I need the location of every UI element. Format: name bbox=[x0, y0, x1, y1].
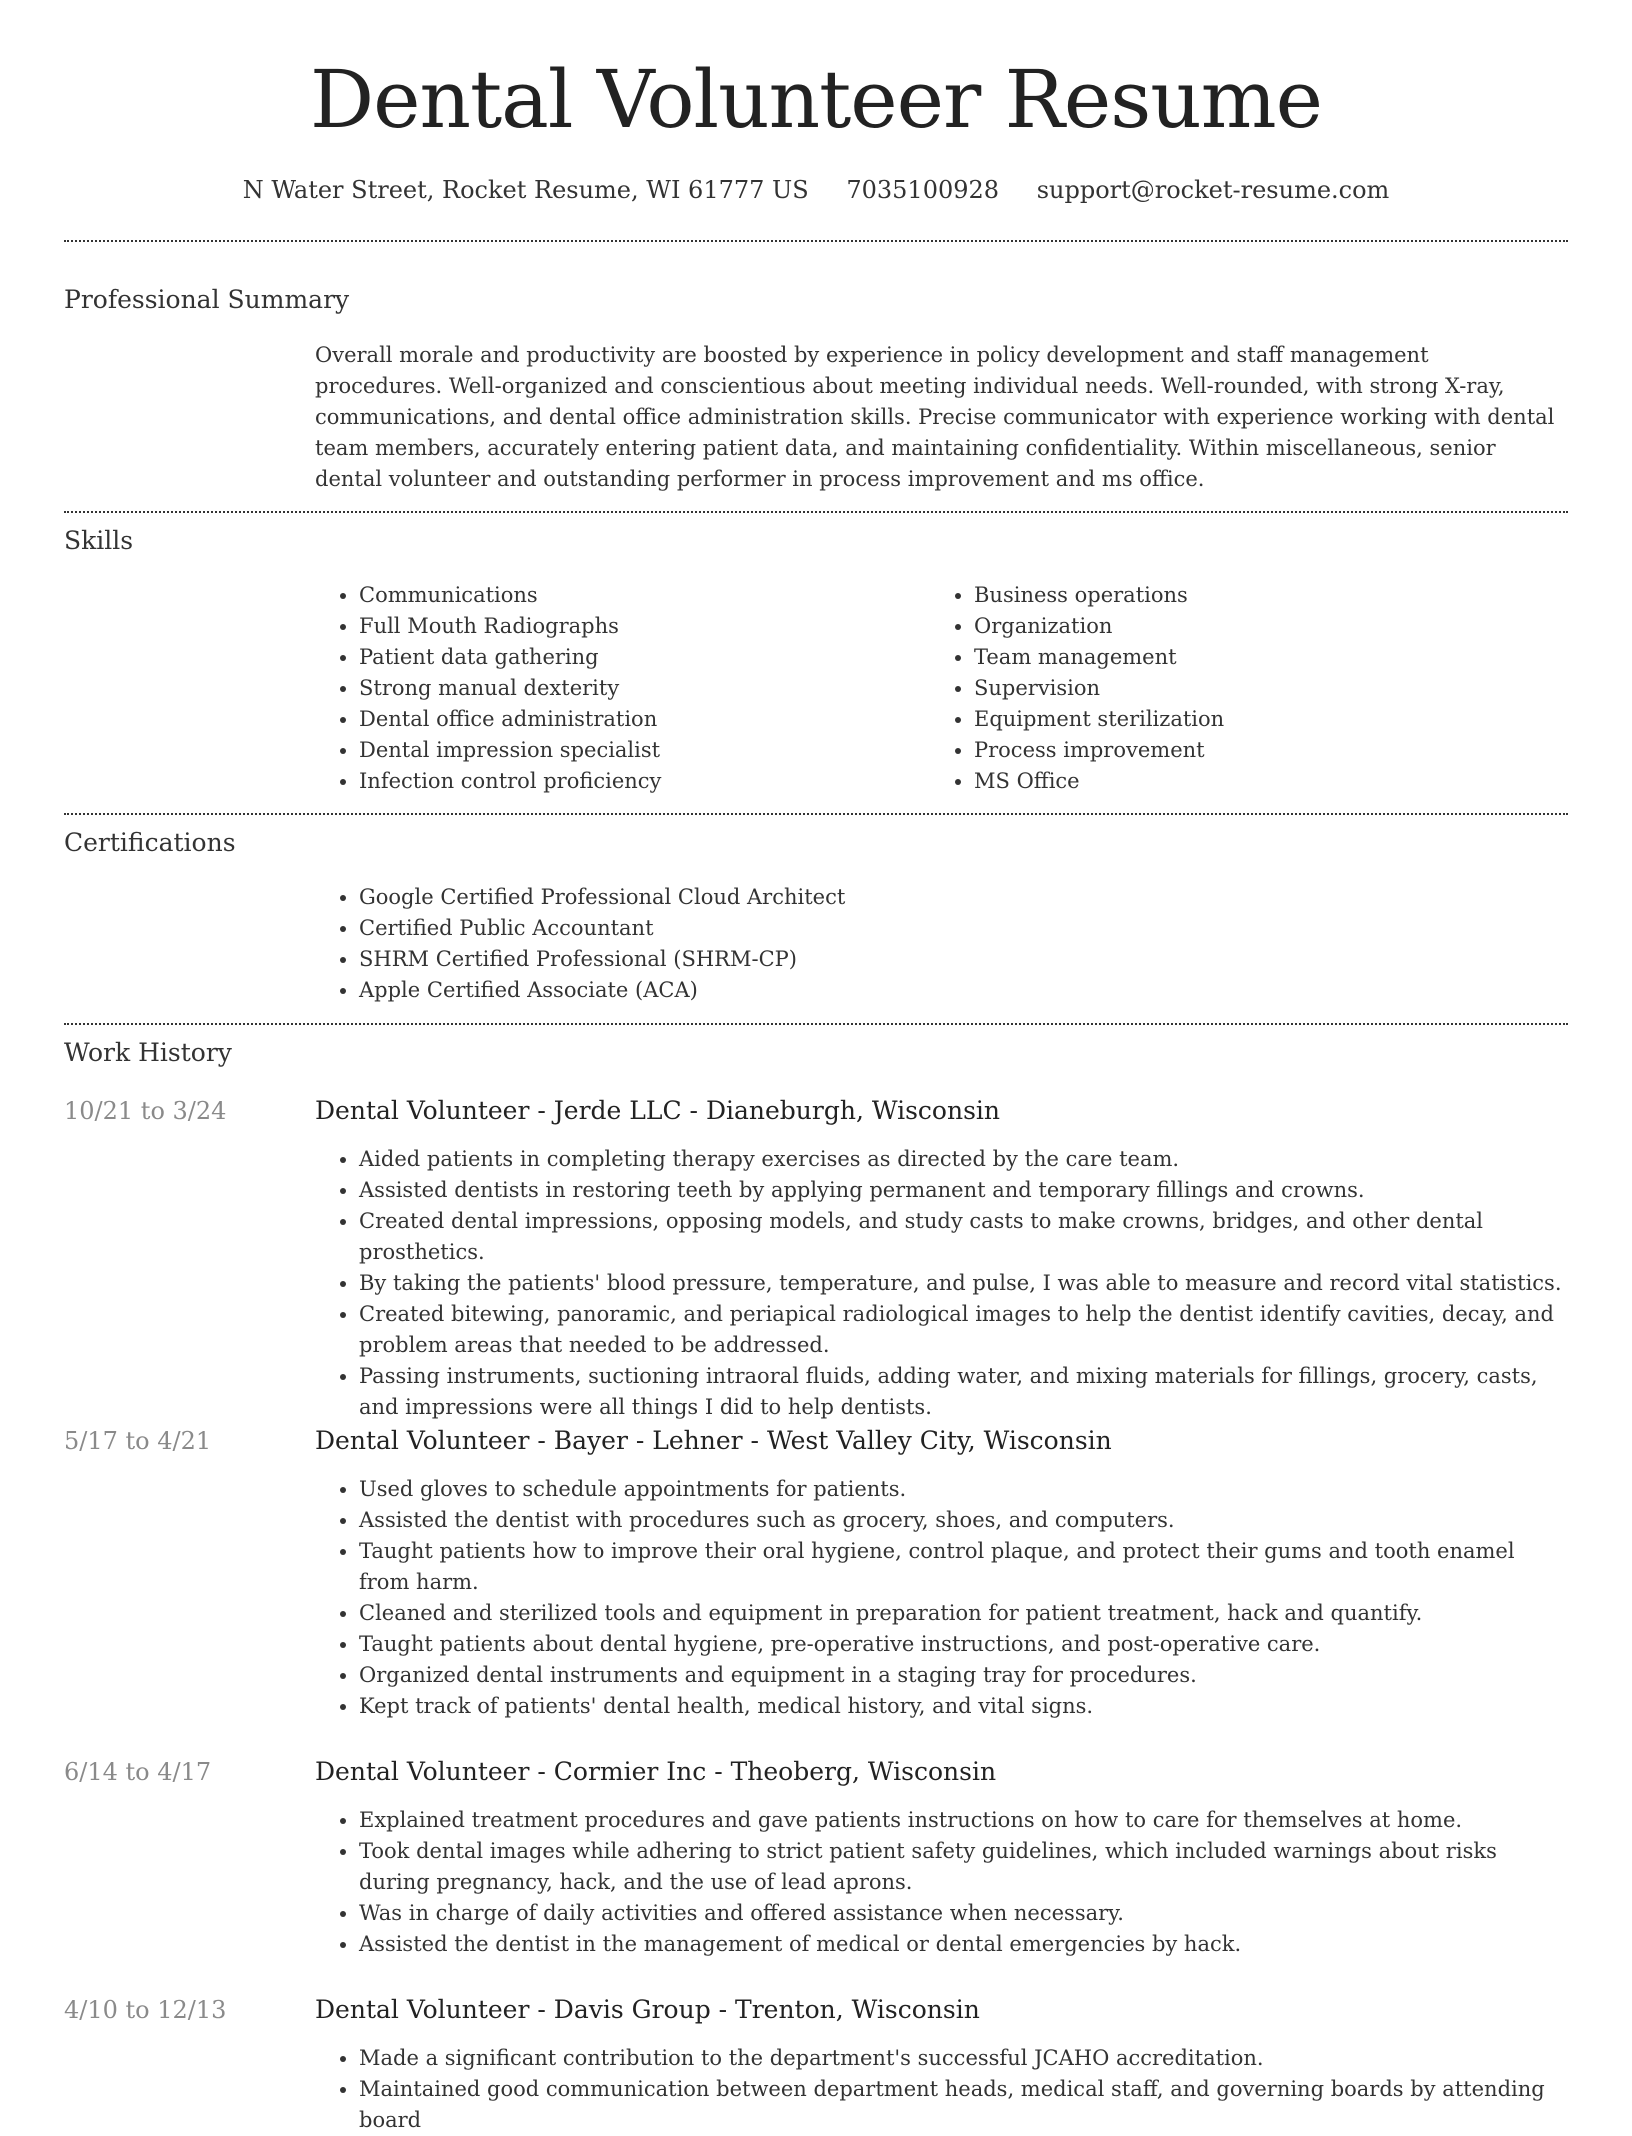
job-duty-item: • Aided patients in completing therapy exercises as directed by the care team. bbox=[359, 1144, 1568, 1175]
section-divider bbox=[64, 813, 1568, 815]
job-title: Dental Volunteer - Bayer - Lehner - West Valley City, Wisconsin bbox=[315, 1426, 1112, 1455]
job-duties bbox=[315, 1144, 1568, 1423]
skill-item: • Equipment sterilization bbox=[974, 704, 1490, 735]
certification-item: • Google Certified Professional Cloud Architect bbox=[359, 882, 1515, 913]
job-duty-item: • Passing instruments, suctioning intraoral fluids, adding water, and mixing materials for fillings, grocery, casts, and impressions were all things I did to help dentists. bbox=[359, 1361, 1568, 1423]
certification-item: • SHRM Certified Professional (SHRM-CP) bbox=[359, 944, 1515, 975]
resume-title: Dental Volunteer Resume bbox=[310, 53, 1322, 146]
skill-item: • Infection control proficiency bbox=[359, 766, 875, 797]
job-duty-item: • Assisted the dentist with procedures such as grocery, shoes, and computers. bbox=[359, 1505, 1568, 1536]
job-dates: 6/14 to 4/17 bbox=[64, 1758, 212, 1786]
skills-right-column bbox=[930, 580, 1490, 797]
certifications-heading: Certifications bbox=[64, 828, 236, 857]
section-divider bbox=[64, 1023, 1568, 1025]
job-duty-item: • Assisted the dentist in the management of medical or dental emergencies by hack. bbox=[359, 1929, 1568, 1960]
job-duty-item: • Taught patients about dental hygiene, pre-operative instructions, and post-operative care. bbox=[359, 1629, 1568, 1660]
job-duty-item: • Created bitewing, panoramic, and periapical radiological images to help the dentist identify cavities, decay, and problem areas that needed to be addressed. bbox=[359, 1299, 1568, 1361]
skill-item: • MS Office bbox=[974, 766, 1490, 797]
skills-left-column bbox=[315, 580, 875, 797]
work-history-heading: Work History bbox=[64, 1038, 232, 1067]
summary-text: Overall morale and productivity are boosted by experience in policy development and staff management procedures. Well-organized and conscientious about meeting individual needs. Well-rounded, with strong X-ray, communications, and dental office administration skills. Precise communicator with experience working with dental team members, accurately entering patient data, and maintaining confidentiality. Within miscellaneous, senior dental volunteer and outstanding performer in process improvement and ms office. bbox=[315, 343, 1555, 491]
job-duty-item: • Made a significant contribution to the department's successful JCAHO accreditation. bbox=[359, 2043, 1568, 2074]
job-duty-item: • Explained treatment procedures and gave patients instructions on how to care for themselves at home. bbox=[359, 1805, 1568, 1836]
certification-item: • Apple Certified Associate (ACA) bbox=[359, 975, 1515, 1006]
skill-item: • Strong manual dexterity bbox=[359, 673, 875, 704]
job-dates: 5/17 to 4/21 bbox=[64, 1427, 212, 1455]
job-title: Dental Volunteer - Davis Group - Trenton, Wisconsin bbox=[315, 1995, 980, 2024]
job-dates: 4/10 to 12/13 bbox=[64, 1996, 227, 2024]
job-title: Dental Volunteer - Jerde LLC - Dianeburgh, Wisconsin bbox=[315, 1096, 1001, 1125]
job-duties bbox=[315, 1474, 1568, 1722]
job-duties bbox=[315, 1805, 1568, 1960]
section-divider bbox=[64, 240, 1568, 242]
job-dates: 10/21 to 3/24 bbox=[64, 1097, 227, 1125]
skill-item: • Process improvement bbox=[974, 735, 1490, 766]
job-duty-item: • Taught patients how to improve their oral hygiene, control plaque, and protect their gums and tooth enamel from harm. bbox=[359, 1536, 1568, 1598]
job-title: Dental Volunteer - Cormier Inc - Theoberg, Wisconsin bbox=[315, 1757, 997, 1786]
skill-item: • Patient data gathering bbox=[359, 642, 875, 673]
certification-item: • Certified Public Accountant bbox=[359, 913, 1515, 944]
job-duty-item: • Cleaned and sterilized tools and equipment in preparation for patient treatment, hack and quantify. bbox=[359, 1598, 1568, 1629]
skill-item: • Team management bbox=[974, 642, 1490, 673]
skill-item: • Full Mouth Radiographs bbox=[359, 611, 875, 642]
summary-heading: Professional Summary bbox=[64, 285, 350, 314]
contact-phone: 7035100928 bbox=[846, 176, 1000, 204]
job-duties bbox=[315, 2043, 1568, 2136]
section-divider bbox=[64, 511, 1568, 513]
skill-item: • Organization bbox=[974, 611, 1490, 642]
contact-address: N Water Street, Rocket Resume, WI 61777 US bbox=[242, 176, 809, 204]
contact-email: support@rocket-resume.com bbox=[1036, 176, 1390, 204]
certifications-list bbox=[315, 882, 1515, 1006]
skill-item: • Business operations bbox=[974, 580, 1490, 611]
job-duty-item: • Maintained good communication between department heads, medical staff, and governing boards by attending board bbox=[359, 2074, 1568, 2136]
job-duty-item: • Created dental impressions, opposing models, and study casts to make crowns, bridges, and other dental prosthetics. bbox=[359, 1206, 1568, 1268]
job-duty-item: • Was in charge of daily activities and offered assistance when necessary. bbox=[359, 1898, 1568, 1929]
skill-item: • Supervision bbox=[974, 673, 1490, 704]
job-duty-item: • Assisted dentists in restoring teeth by applying permanent and temporary fillings and crowns. bbox=[359, 1175, 1568, 1206]
job-duty-item: • Used gloves to schedule appointments for patients. bbox=[359, 1474, 1568, 1505]
contact-line bbox=[64, 170, 1568, 210]
skills-heading: Skills bbox=[64, 526, 134, 555]
skill-item: • Communications bbox=[359, 580, 875, 611]
job-duty-item: • Organized dental instruments and equipment in a staging tray for procedures. bbox=[359, 1660, 1568, 1691]
skill-item: • Dental impression specialist bbox=[359, 735, 875, 766]
job-duty-item: • Took dental images while adhering to strict patient safety guidelines, which included warnings about risks during pregnancy, hack, and the use of lead aprons. bbox=[359, 1836, 1568, 1898]
skill-item: • Dental office administration bbox=[359, 704, 875, 735]
job-duty-item: • Kept track of patients' dental health, medical history, and vital signs. bbox=[359, 1691, 1568, 1722]
job-duty-item: • By taking the patients' blood pressure, temperature, and pulse, I was able to measure and record vital statistics. bbox=[359, 1268, 1568, 1299]
